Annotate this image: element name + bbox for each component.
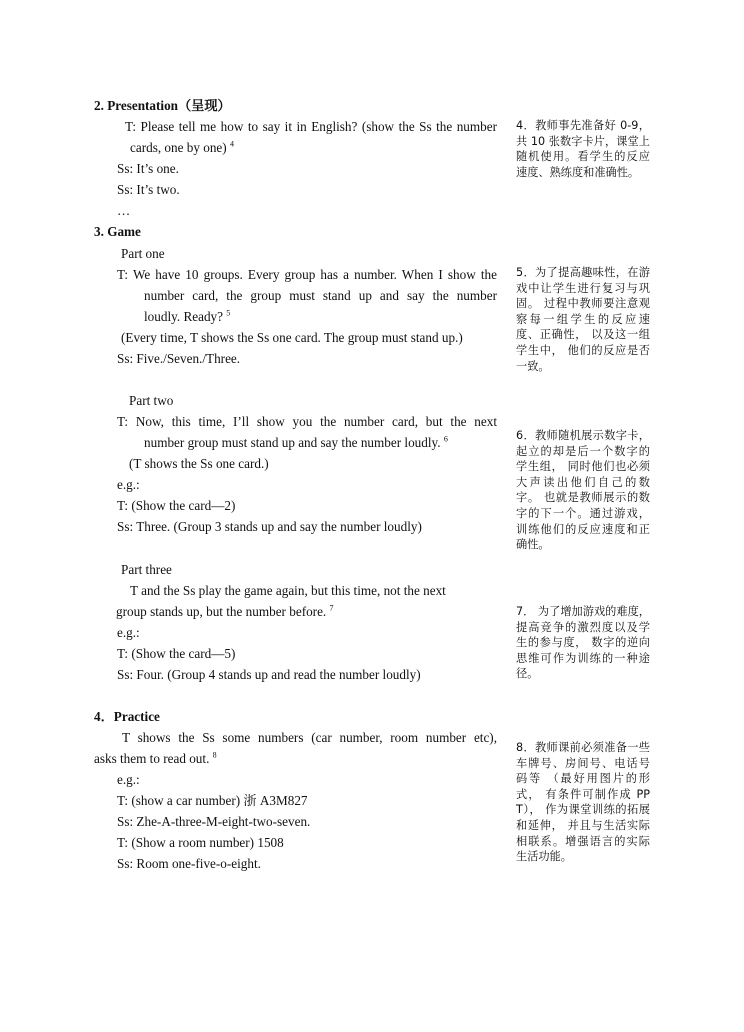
section-heading-practice: 4．Practice [94, 709, 160, 724]
part-one-teacher-line-3: loudly. Ready? $^5$ [144, 308, 231, 324]
margin-note-7: 7． 为了增加游戏的难度，提高竞争的激烈度以及学生的参与度， 数字的逆向思维可作为训练的一种途径。 [516, 605, 650, 681]
practice-student-car-number: Ss: Zhe-A-three-M-eight-two-seven. [117, 814, 311, 829]
part-two-eg: e.g.: [117, 477, 140, 492]
footnote-marker-7: 7 [329, 603, 334, 613]
part-one-teacher-line-2: number card, the group must stand up and say the number [144, 288, 497, 303]
section-heading-presentation: 2. Presentation（呈现） [94, 98, 231, 113]
part-three-teacher-card: T: (Show the card—5) [117, 646, 236, 661]
footnote-marker-6: 6 [443, 434, 448, 444]
practice-teacher-room-number: T: (Show a room number) 1508 [117, 835, 284, 850]
part-two-teacher-line-1: T: Now, this time, I’ll show you the number card, but the next [117, 414, 497, 429]
part-two-teacher-card: T: (Show the card—2) [117, 498, 236, 513]
presentation-student-line-2: Ss: It’s two. [117, 182, 180, 197]
margin-note-4: 4．教师事先准备好 0-9，共 10 张数字卡片，课堂上随机使用。看学生的反应速度、熟练度和准确性。 [516, 119, 650, 179]
part-two-stage-direction: (T shows the Ss one card.) [129, 456, 269, 471]
part-three-line-1: T and the Ss play the game again, but this time, not the next [130, 583, 446, 598]
practice-line-2: asks them to read out. $^8$ [94, 750, 217, 766]
part-two-title: Part two [129, 393, 174, 408]
part-one-student-line: Ss: Five./Seven./Three. [117, 351, 241, 366]
section-heading-game: 3. Game [94, 224, 141, 239]
part-three-title: Part three [121, 562, 172, 577]
margin-note-6: 6．教师随机展示数字卡，起立的却是后一个数字的学生组， 同时他们也必须大声读出他们自己的数字。 也就是教师展示的数字的下一个。通过游戏，训练他们的反应速度和正确性。 [516, 429, 650, 552]
part-one-title: Part one [121, 246, 165, 261]
part-two-student-line: Ss: Three. (Group 3 stands up and say the number loudly) [117, 519, 422, 534]
margin-note-5: 5．为了提高趣味性，在游戏中让学生进行复习与巩固。 过程中教师要注意观察每一组学生的反应速度、正确性， 以及这一组学生中， 他们的反应是否一致。 [516, 266, 650, 373]
footnote-marker-4: 4 [229, 139, 234, 149]
footnote-marker-5: 5 [226, 308, 231, 318]
practice-eg: e.g.: [117, 772, 140, 787]
part-three-student-line: Ss: Four. (Group 4 stands up and read the number loudly) [117, 667, 421, 682]
part-one-teacher-line-1: T: We have 10 groups. Every group has a number. When I show the [117, 267, 497, 282]
presentation-teacher-line-1: T: Please tell me how to say it in English? (show the Ss the number [125, 119, 497, 134]
margin-note-8: 8．教师课前必须准备一些车牌号、房间号、电话号码等 （最好用图片的形式， 有条件可制作成 PPT）， 作为课堂训练的拓展和延伸， 并且与生活实际相联系。增强语言的实际生活功能。 [516, 741, 650, 864]
part-two-teacher-line-2: number group must stand up and say the number loudly. $^6$ [144, 434, 448, 450]
presentation-ellipsis: … [117, 203, 131, 218]
part-three-eg: e.g.: [117, 625, 140, 640]
part-one-stage-direction: (Every time, T shows the Ss one card. The group must stand up.) [121, 330, 463, 345]
presentation-student-line-1: Ss: It’s one. [117, 161, 179, 176]
presentation-teacher-line-2: cards, one by one) $^4$ [130, 139, 234, 155]
practice-student-room-number: Ss: Room one-five-o-eight. [117, 856, 261, 871]
footnote-marker-8: 8 [212, 750, 217, 760]
practice-line-1: T shows the Ss some numbers (car number, room number etc), [122, 730, 497, 745]
practice-teacher-car-number: T: (show a car number) 浙 A3M827 [117, 793, 308, 808]
part-three-line-2: group stands up, but the number before. $^7$ [116, 603, 334, 619]
